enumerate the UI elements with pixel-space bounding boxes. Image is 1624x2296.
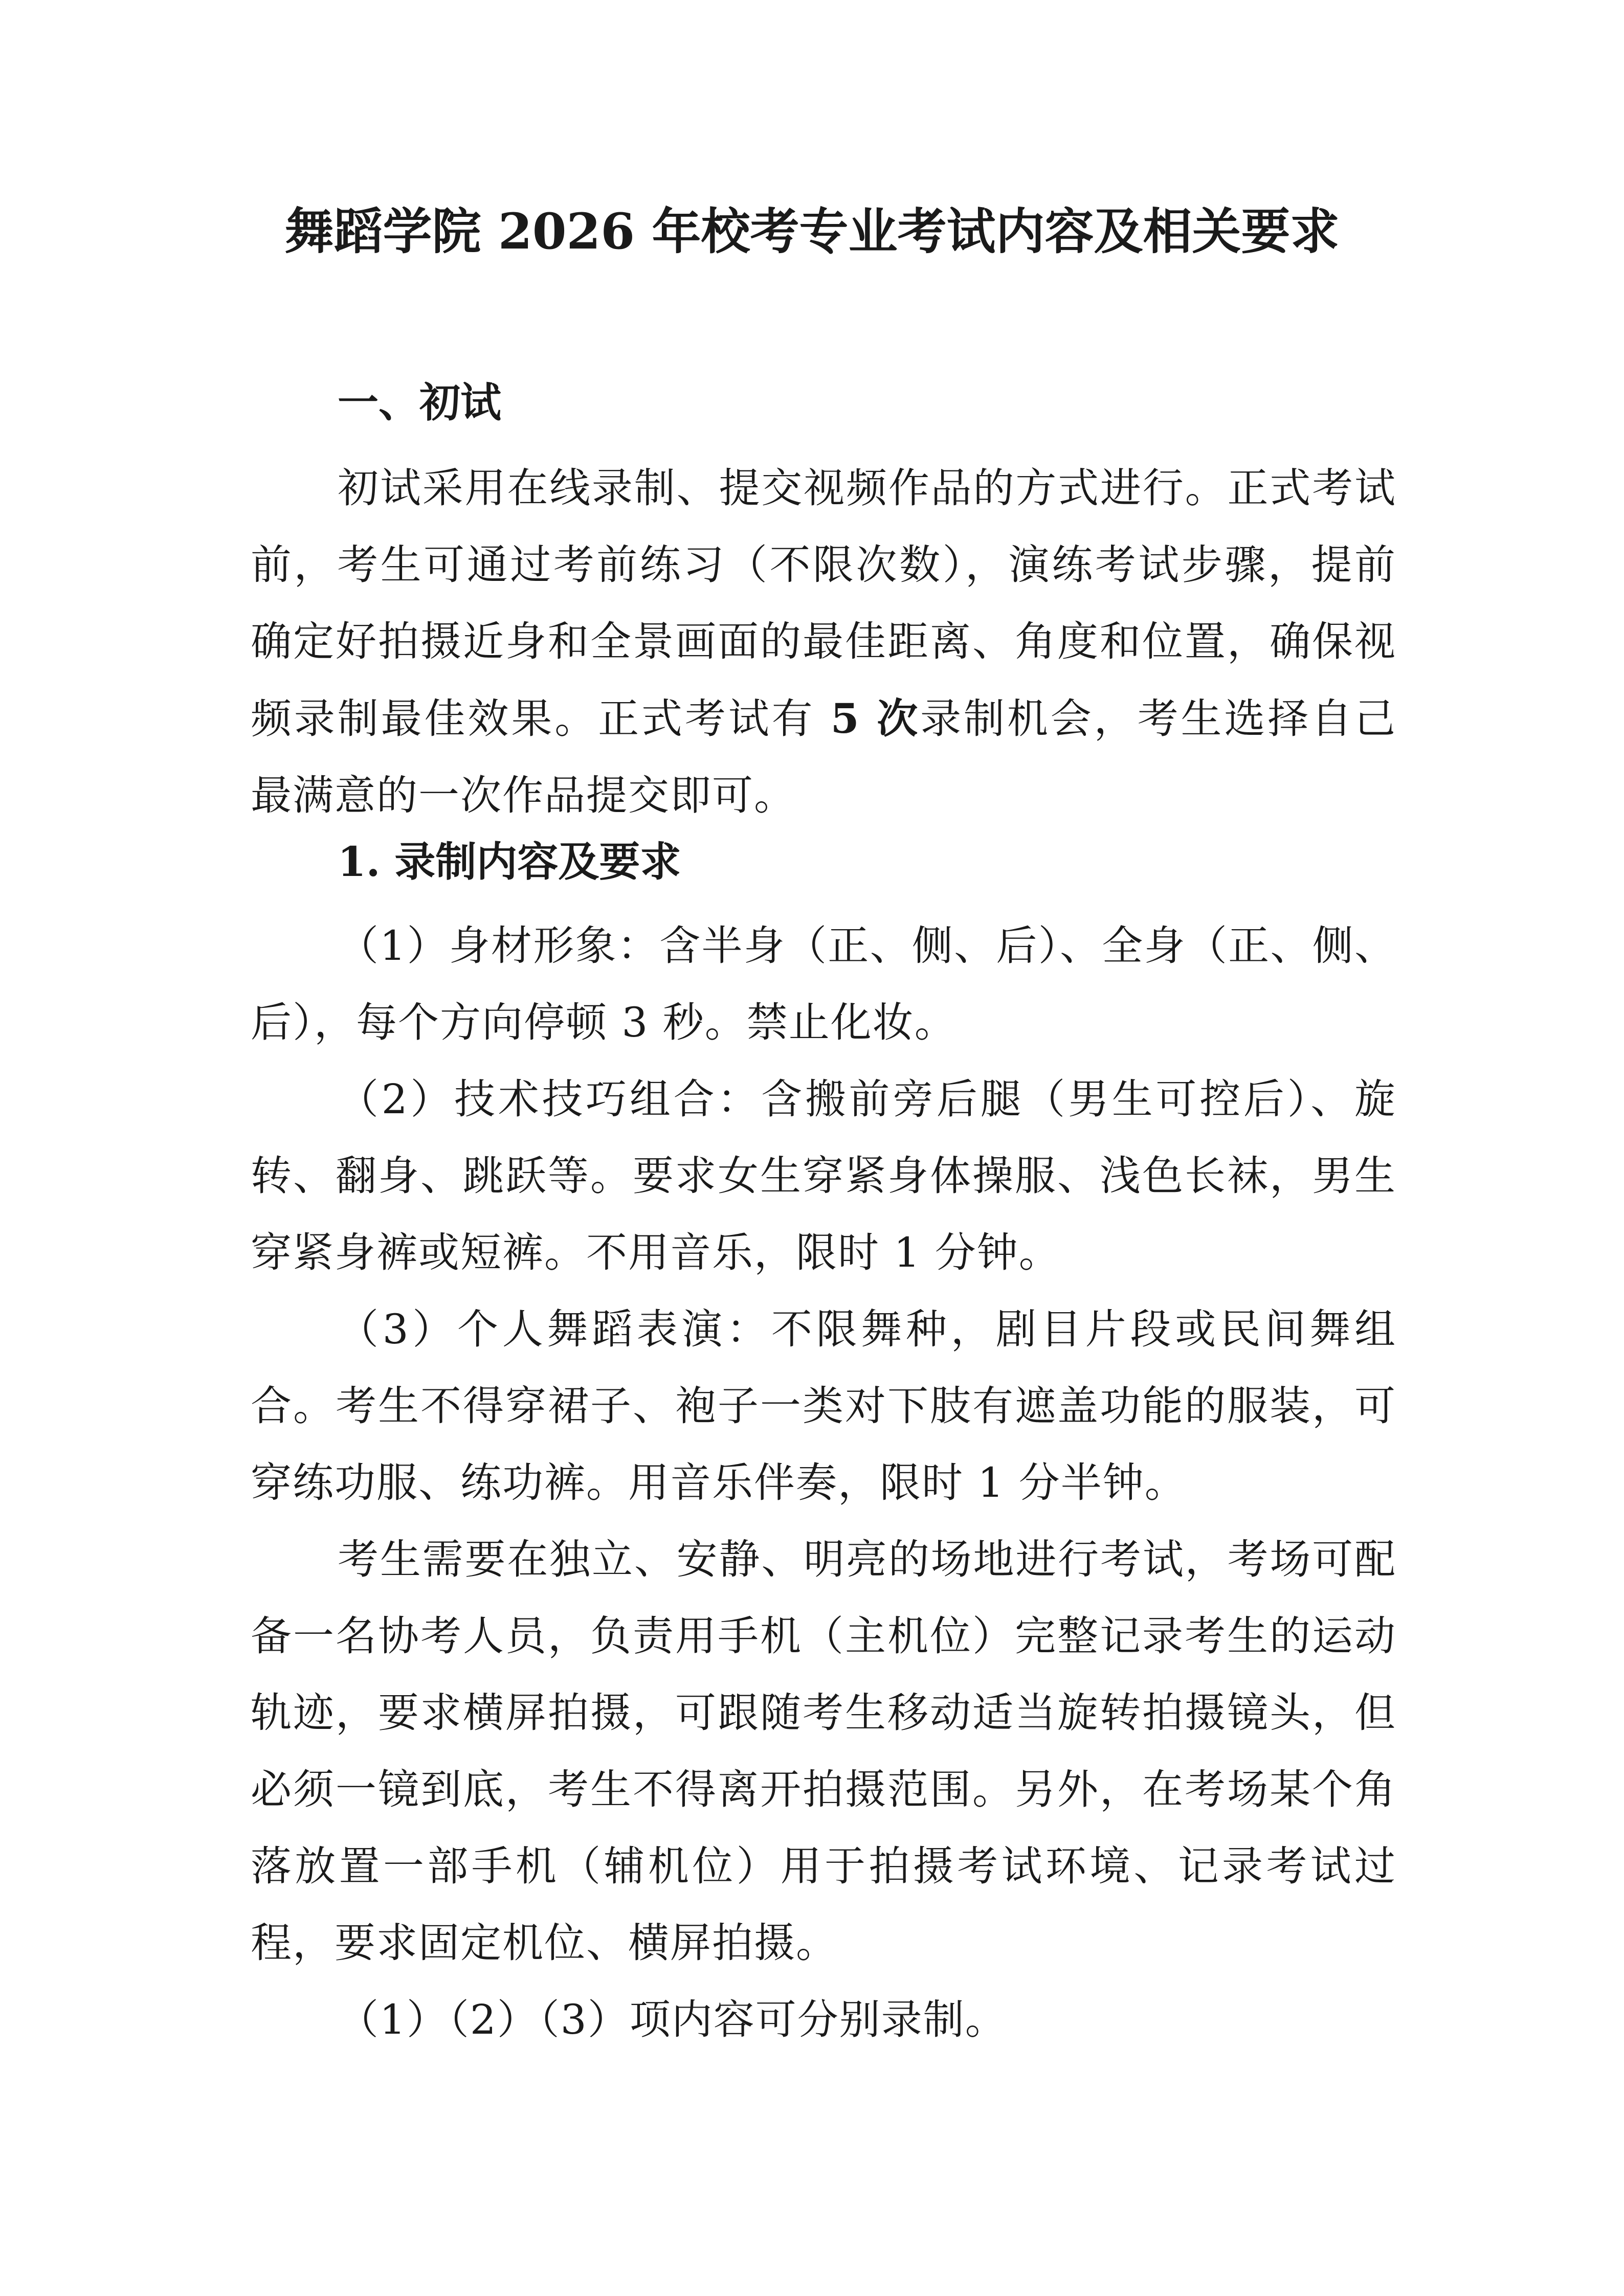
- item-physique: （1）身材形象：含半身（正、侧、后）、全身（正、侧、后），每个方向停顿 3 秒。禁止化妆。: [251, 922, 1396, 1046]
- closing-note: （1）（2）（3）项内容可分别录制。: [338, 1996, 1007, 2043]
- intro-text-end: 录制机会，考生选择自己最满意的一次作品提交即可。: [251, 695, 1397, 819]
- section-heading-preliminary: 一、初试: [338, 378, 501, 426]
- item-solo-dance-performance: （3）个人舞蹈表演：不限舞种，剧目片段或民间舞组合。考生不得穿裙子、袍子一类对下肢有遮盖功能的服装，可穿练功服、练功裤。用音乐伴奏，限时 1 分半钟。: [251, 1305, 1396, 1506]
- intro-text-start: 初试采用在线录制、提交视频作品的方式进行。正式考试前，考生可通过考前练习（不限次数），演练考试步骤，提前确定好拍摄近身和全景画面的最佳距离、角度和位置，确保视频录制最佳效果。正式考试有: [251, 464, 1396, 742]
- recording-attempts-count: 5 次: [830, 694, 921, 742]
- item-technique-combination: （2）技术技巧组合：含搬前旁后腿（男生可控后）、旋转、翻身、跳跃等。要求女生穿紧身体操服、浅色长袜，男生穿紧身裤或短裤。不用音乐，限时 1 分钟。: [251, 1075, 1396, 1276]
- exam-environment-paragraph: 考生需要在独立、安静、明亮的场地进行考试，考场可配备一名协考人员，负责用手机（主机位）完整记录考生的运动轨迹，要求横屏拍摄，可跟随考生移动适当旋转拍摄镜头，但必须一镜到底，考生不得离开拍摄范围。另外，在考场某个角落放置一部手机（辅机位）用于拍摄考试环境、记录考试过程，要求固定机位、横屏拍摄。: [251, 1536, 1396, 1967]
- document-title: 舞蹈学院 2026 年校考专业考试内容及相关要求: [284, 202, 1340, 260]
- intro-paragraph: [251, 450, 1396, 834]
- sub-heading-recording-requirements: 1. 录制内容及要求: [338, 838, 681, 886]
